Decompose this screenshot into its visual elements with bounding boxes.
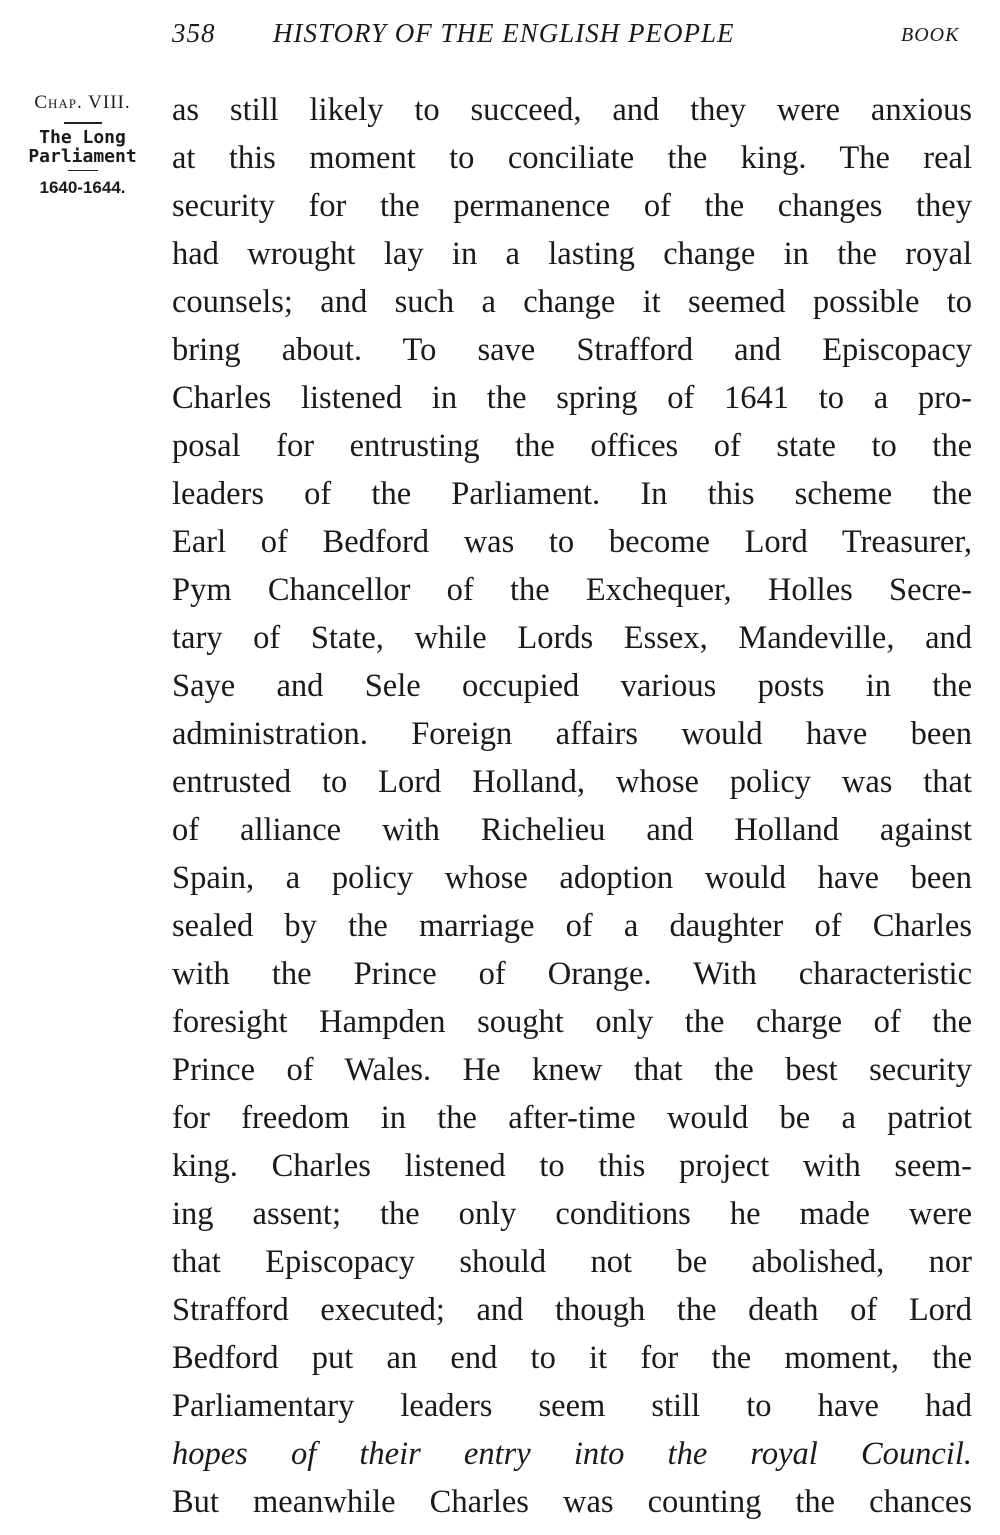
body-text [172,86,972,1526]
text-line: for freedom in the after-time would be a patriot [172,1100,972,1136]
running-title: HISTORY OF THE ENGLISH PEOPLE [273,18,735,48]
running-header [0,18,1000,58]
text-line: administration. Foreign affairs would have been [172,716,972,752]
text-line: entrusted to Lord Holland, whose policy was that [172,764,972,800]
text-line: at this moment to conciliate the king. The real [172,140,972,176]
text-line: ing assent; the only conditions he made were [172,1196,972,1232]
margin-rule [64,122,102,124]
section-title-line-1: The Long [39,127,126,148]
text-line: king. Charles listened to this project with seem- [172,1148,972,1184]
margin-rule-small [68,170,98,171]
text-line: bring about. To save Strafford and Episcopacy [172,332,972,368]
text-line: Parliamentary leaders seem still to have had [172,1388,972,1424]
date-range: 1640-1644. [39,178,126,197]
text-line: that Episcopacy should not be abolished, nor [172,1244,972,1280]
text-line: with the Prince of Orange. With characteristic [172,956,972,992]
text-line: foresight Hampden sought only the charge of the [172,1004,972,1040]
text-line: tary of State, while Lords Essex, Mandeville, and [172,620,972,656]
text-line: hopes of their entry into the royal Council. [172,1436,972,1472]
text-line: security for the permanence of the changes they [172,188,972,224]
text-line: Prince of Wales. He knew that the best security [172,1052,972,1088]
text-line: of alliance with Richelieu and Holland against [172,812,972,848]
text-line: Bedford put an end to it for the moment, the [172,1340,972,1376]
chapter-label: Chap. VIII. [34,92,131,113]
margin-notes [0,90,165,199]
text-line: sealed by the marriage of a daughter of Charles [172,908,972,944]
book-label: BOOK [901,24,960,46]
text-line: had wrought lay in a lasting change in the royal [172,236,972,272]
text-line: leaders of the Parliament. In this scheme the [172,476,972,512]
page-number: 358 [172,18,216,48]
text-line: Charles listened in the spring of 1641 to a pro- [172,380,972,416]
section-title-line-2: Parliament [28,146,137,167]
text-line: Pym Chancellor of the Exchequer, Holles Secre- [172,572,972,608]
text-line: as still likely to succeed, and they were anxious [172,92,972,128]
text-line: Spain, a policy whose adoption would have been [172,860,972,896]
text-line: posal for entrusting the offices of state to the [172,428,972,464]
text-line: But meanwhile Charles was counting the chances [172,1484,972,1520]
text-line: Saye and Sele occupied various posts in the [172,668,972,704]
text-line: Strafford executed; and though the death of Lord [172,1292,972,1328]
text-line: counsels; and such a change it seemed possible to [172,284,972,320]
text-line: Earl of Bedford was to become Lord Treasurer, [172,524,972,560]
